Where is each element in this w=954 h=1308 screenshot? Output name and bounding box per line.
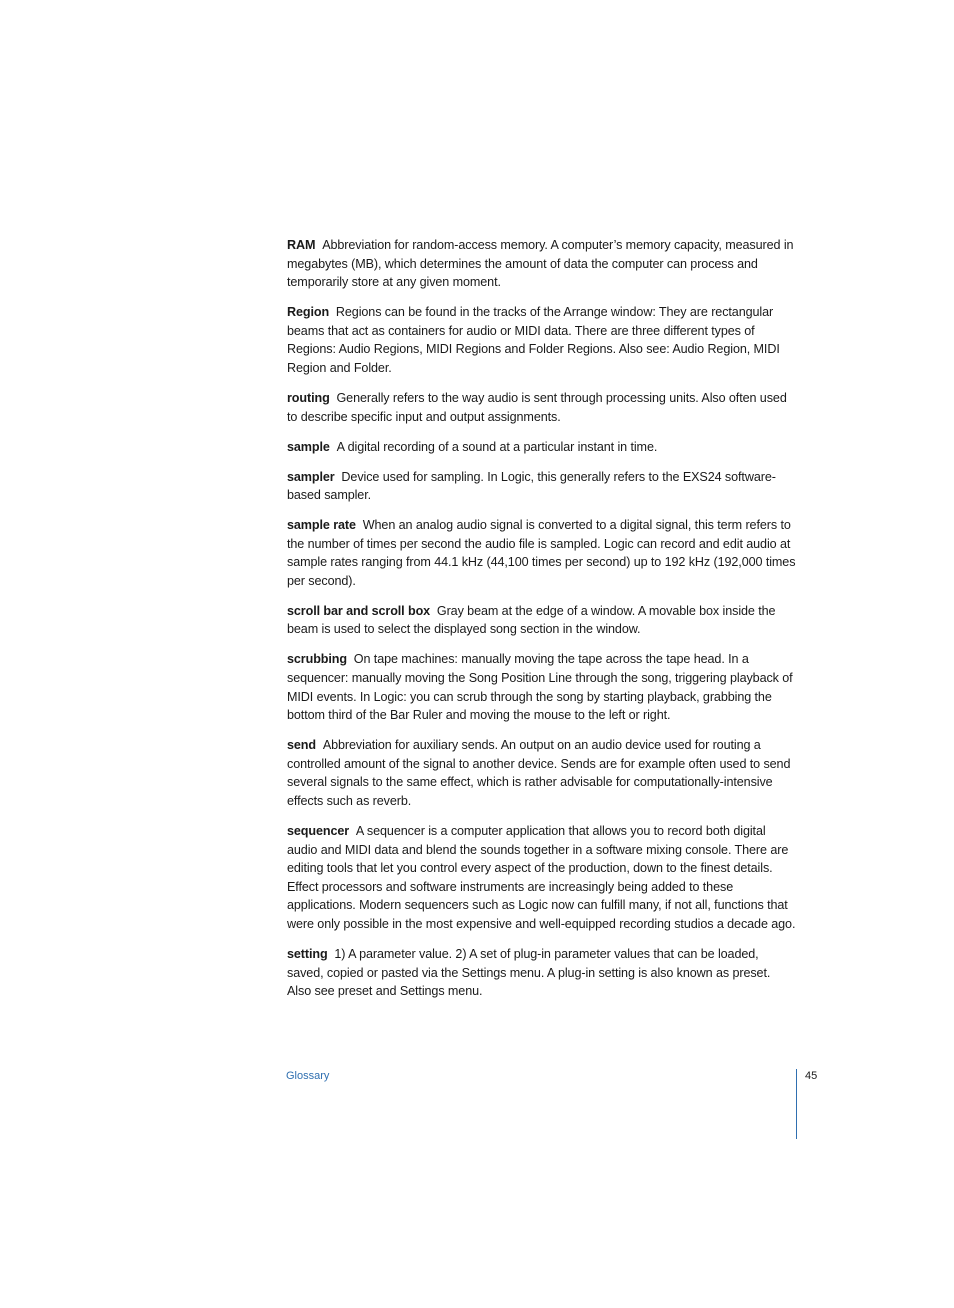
- page-number: 45: [805, 1070, 818, 1082]
- glossary-entry-sequencer: [287, 822, 797, 934]
- glossary-definition: A digital recording of a sound at a particular instant in time.: [336, 439, 658, 454]
- glossary-term: sample: [287, 439, 330, 454]
- glossary-entry-sample: [287, 438, 797, 457]
- glossary-definition: Abbreviation for random-access memory. A computer’s memory capacity, measured in megabytes (MB), which determines the amount of data the computer can process and temporarily store at any given moment.: [287, 238, 794, 290]
- glossary-definition: Generally refers to the way audio is sent through processing units. Also often used to describe specific input and output assignments.: [287, 390, 787, 424]
- glossary-term: RAM: [287, 238, 316, 252]
- glossary-term: setting: [287, 946, 328, 961]
- glossary-entry-ram: [287, 236, 797, 292]
- glossary-entry-scroll-bar: [287, 602, 797, 639]
- glossary-term: scrubbing: [287, 652, 347, 667]
- glossary-content: [287, 236, 797, 1012]
- footer-section-label: Glossary: [286, 1070, 330, 1082]
- glossary-entry-region: [287, 303, 797, 377]
- glossary-term: Region: [287, 305, 330, 320]
- glossary-definition: Regions can be found in the tracks of the Arrange window: They are rectangular beams that act as containers for audio or MIDI data. There are three different types of Regions: Audio Regions, MIDI Regions and Folder Regions. Also see: Audio Region, MIDI Region and Folder.: [287, 305, 780, 375]
- glossary-term: scroll bar and scroll box: [287, 603, 431, 618]
- glossary-definition: On tape machines: manually moving the tape across the tape head. In a sequencer: manually moving the Song Position Line through the song, triggering playback of MIDI events. In Logic: you can scrub through the song by starting playback, grabbing the bottom third of the Bar Ruler and moving the mouse to the left or right.: [287, 652, 793, 723]
- glossary-entry-scrubbing: [287, 650, 797, 724]
- glossary-definition: Device used for sampling. In Logic, this generally refers to the EXS24 software-based sampler.: [287, 469, 776, 503]
- glossary-definition: 1) A parameter value. 2) A set of plug-in parameter values that can be loaded, saved, copied or pasted via the Settings menu. A plug-in setting is also known as preset. Also see preset and Settings menu.: [287, 946, 771, 999]
- glossary-entry-sampler: [287, 468, 797, 505]
- footer-divider: [796, 1069, 797, 1139]
- glossary-definition: A sequencer is a computer application that allows you to record both digital audio and MIDI data and blend the sounds together in a software mixing console. There are editing tools that let you control every aspect of the production, down to the finest details. Effect processors and software instruments are increasingly being added to these applications. Modern sequencers such as Logic now can fulfill many, if not all, functions that were only possible in the most expensive and well-equipped recording studios a decade ago.: [287, 823, 796, 931]
- glossary-definition: When an analog audio signal is converted to a digital signal, this term refers to the number of times per second the audio file is sampled. Logic can record and edit audio at sample rates ranging from 44.1 kHz (44,100 times per second) up to 192 kHz (192,000 times per second).: [287, 518, 796, 588]
- glossary-definition: Abbreviation for auxiliary sends. An output on an audio device used for routing a controlled amount of the signal to another device. Sends are for example often used to send several signals to the same effect, which is rather advisable for computationally-intensive effects such as reverb.: [287, 738, 791, 808]
- glossary-term: routing: [287, 390, 330, 405]
- glossary-entry-setting: [287, 945, 797, 1001]
- glossary-entry-sample-rate: [287, 516, 797, 590]
- glossary-term: sequencer: [287, 823, 350, 838]
- glossary-term: send: [287, 738, 316, 753]
- glossary-term: sampler: [287, 469, 335, 484]
- glossary-entry-routing: [287, 389, 797, 426]
- glossary-definition: Gray beam at the edge of a window. A movable box inside the beam is used to select the displayed song section in the window.: [287, 603, 776, 637]
- glossary-term: sample rate: [287, 518, 356, 533]
- glossary-entry-send: [287, 736, 797, 810]
